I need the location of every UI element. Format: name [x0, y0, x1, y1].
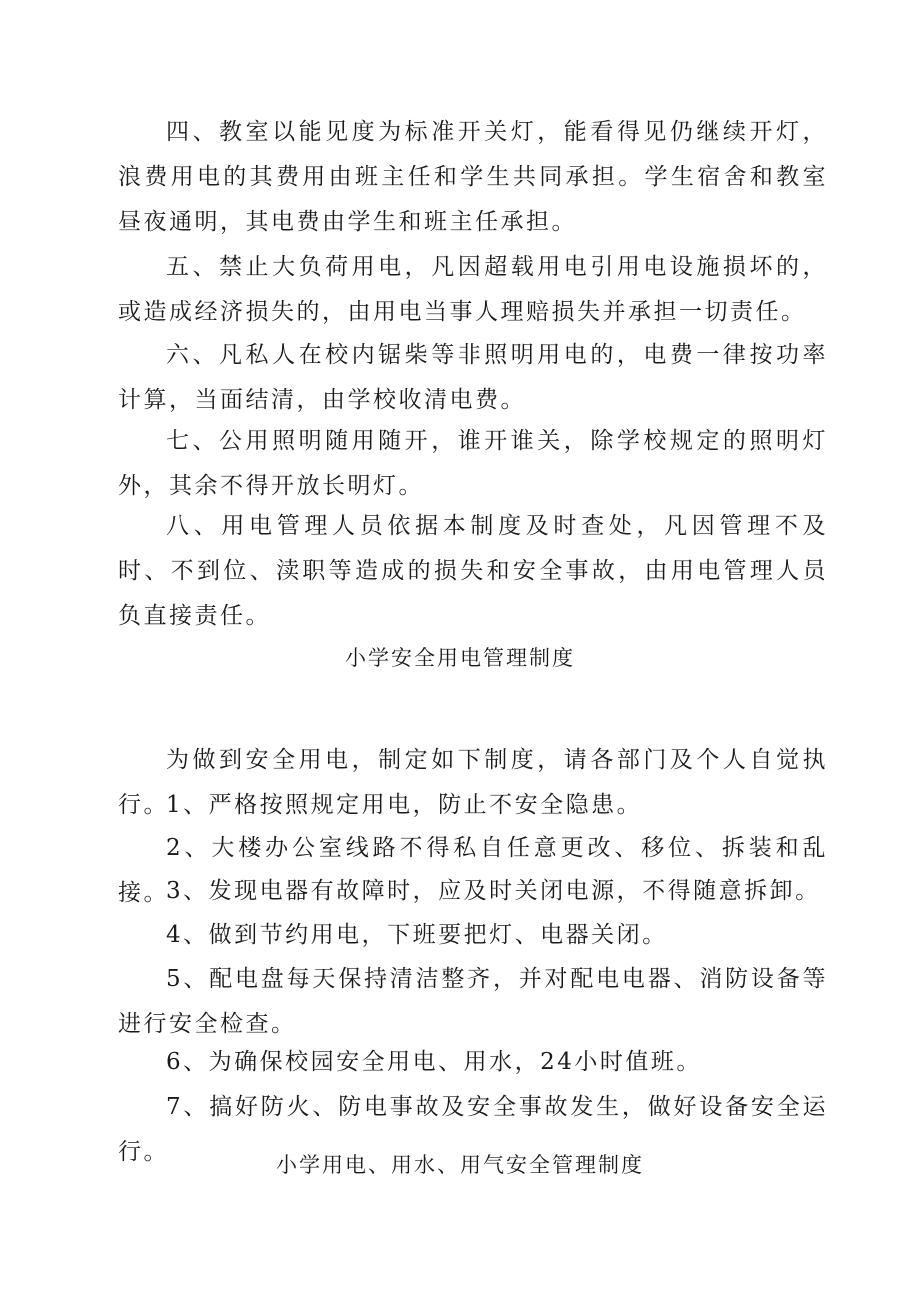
- rule-item-3: 3、发现电器有故障时，应及时关闭电源，不得随意拆卸。: [166, 878, 821, 904]
- section-title-utilities-safety: 小学用电、用水、用气安全管理制度: [276, 1153, 644, 1177]
- rule-paragraph-7: 七、公用照明随用随开，谁开谁关，除学校规定的照明灯外，其余不得开放长明灯。: [118, 428, 828, 499]
- rule-paragraph-4: 四、教室以能见度为标准开关灯，能看得见仍继续开灯，浪费用电的其费用由班主任和学生共同承担。学生宿舍和教室昼夜通明，其电费由学生和班主任承担。: [118, 119, 828, 235]
- intro-paragraph: 为做到安全用电，制定如下制度，请各部门及个人自觉执行。: [118, 747, 828, 818]
- rule-paragraph-6: 六、凡私人在校内锯柴等非照明用电的，电费一律按功率计算，当面结清，由学校收清电费。: [118, 342, 828, 413]
- rule-item-7: 7、搞好防火、防电事故及安全事故发生，做好设备安全运行。: [118, 1094, 828, 1165]
- rule-item-2: 2、大楼办公室线路不得私自任意更改、移位、拆装和乱接。: [118, 835, 828, 906]
- rule-item-6: 6、为确保校园安全用电、用水，24小时值班。: [166, 1049, 702, 1075]
- rule-paragraph-8: 八、用电管理人员依据本制度及时查处，凡因管理不及时、不到位、渎职等造成的损失和安全事故，由用电管理人员负直接责任。: [118, 513, 828, 629]
- rule-item-4: 4、做到节约用电，下班要把灯、电器关闭。: [166, 922, 668, 948]
- rule-item-1: 1、严格按照规定用电，防止不安全隐患。: [166, 792, 643, 818]
- rule-item-5: 5、配电盘每天保持清洁整齐，并对配电电器、消防设备等进行安全检查。: [118, 966, 828, 1037]
- rule-paragraph-5: 五、禁止大负荷用电，凡因超载用电引用电设施损坏的，或造成经济损失的，由用电当事人理赔损失并承担一切责任。: [118, 254, 828, 325]
- section-title-safe-electricity: 小学安全用电管理制度: [345, 646, 575, 670]
